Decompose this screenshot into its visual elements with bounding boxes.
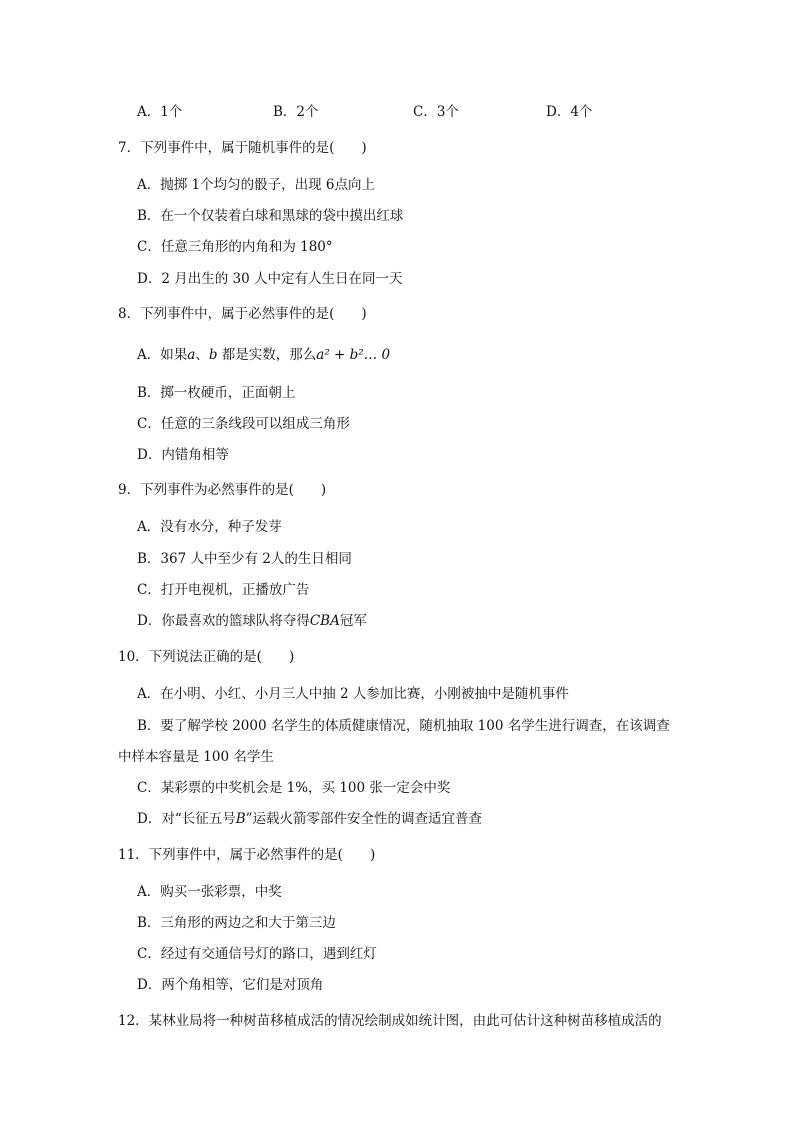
- q11-stem: 11．下列事件中，属于必然事件的是( ): [118, 847, 376, 863]
- q11-option-d: D．两个角相等，它们是对顶角: [137, 977, 324, 993]
- q9-stem: 9．下列事件为必然事件的是( ): [118, 482, 327, 498]
- q10-option-d-b: B: [235, 811, 246, 827]
- q10-stem: 10．下列说法正确的是( ): [118, 649, 295, 665]
- q8-sep: 、: [195, 347, 209, 363]
- q8-stem: 8．下列事件中，属于必然事件的是( ): [118, 306, 367, 322]
- q11-option-b: B．三角形的两边之和大于第三边: [137, 915, 336, 931]
- q7-option-c: C．任意三角形的内角和为 180°: [137, 239, 333, 255]
- q9-option-d-suffix: 冠军: [339, 613, 367, 629]
- q9-option-d-cba: CBA: [309, 613, 340, 629]
- q8-expression: a² + b²… 0: [316, 347, 391, 363]
- q9-option-b: B．367 人中至少有 2人的生日相同: [137, 551, 352, 567]
- q10-option-b: B．要了解学校 2000 名学生的体质健康情况，随机抽取 100 名学生进行调查，在该调查: [137, 718, 670, 734]
- q10-option-a: A．在小明、小红、小月三人中抽 2 人参加比赛，小刚被抽中是随机事件: [137, 686, 569, 702]
- q12-stem: 12．某林业局将一种树苗移植成活的情况绘制成如统计图，由此可估计这种树苗移植成活的: [118, 1013, 662, 1029]
- q6-option-a: A．1个: [137, 104, 183, 120]
- q8-option-b: B．掷一枚硬币，正面朝上: [137, 385, 296, 401]
- q10-option-d: [137, 810, 482, 828]
- q6-option-b: B．2个: [273, 104, 319, 120]
- q10-option-d-prefix: D．对“长征五号: [137, 811, 236, 827]
- q8-var-b: b: [208, 347, 218, 363]
- q9-option-d: [137, 612, 367, 630]
- q8-var-a: a: [187, 347, 196, 363]
- q6-option-d: D．4个: [546, 104, 593, 120]
- q8-option-c: C．任意的三条线段可以组成三角形: [137, 416, 350, 432]
- q7-option-a: A．抛掷 1个均匀的骰子，出现 6点向上: [137, 177, 376, 193]
- q8-option-a-prefix: A．如果: [137, 347, 188, 363]
- q7-option-d: D．2 月出生的 30 人中定有人生日在同一天: [137, 271, 403, 287]
- q7-stem: 7．下列事件中，属于随机事件的是( ): [118, 140, 367, 156]
- q11-option-a: A．购买一张彩票，中奖: [137, 884, 282, 900]
- q8-option-d: D．内错角相等: [137, 447, 229, 463]
- q10-option-b-continued: 中样本容量是 100 名学生: [118, 749, 274, 765]
- q8-option-a-mid: 都是实数，那么: [217, 347, 317, 363]
- q8-option-a: [137, 346, 390, 364]
- q9-option-c: C．打开电视机，正播放广告: [137, 582, 310, 598]
- q11-option-c: C．经过有交通信号灯的路口，遇到红灯: [137, 946, 377, 962]
- q9-option-d-prefix: D．你最喜欢的篮球队将夺得: [137, 613, 310, 629]
- q10-option-c: C．某彩票的中奖机会是 1%，买 100 张一定会中奖: [137, 780, 451, 796]
- q7-option-b: B．在一个仅装着白球和黑球的袋中摸出红球: [137, 208, 404, 224]
- q6-option-c: C．3个: [413, 104, 459, 120]
- q9-option-a: A．没有水分，种子发芽: [137, 519, 282, 535]
- q10-option-d-suffix: ”运载火箭零部件安全性的调查适宜普查: [245, 811, 483, 827]
